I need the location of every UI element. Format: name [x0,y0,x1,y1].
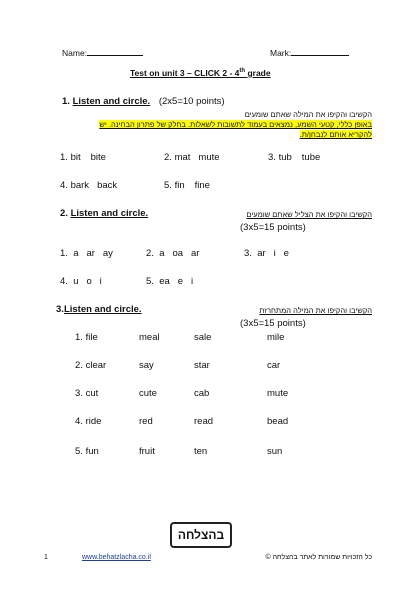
section3-title: Listen and circle. [63,304,142,315]
table-row: 1. file meal sale mile [75,332,285,343]
page-number: 1 [44,554,48,561]
mark-field [270,46,349,58]
section1-heading: 1. Listen and circle. (2x5=10 points) [62,96,225,107]
name-blank [87,46,143,56]
list-item: 4. u o i [60,276,102,287]
list-item: 5. fin fine [164,180,210,191]
page-title: Test on unit 3 – CLICK 2 - 4th grade [130,68,271,78]
list-item: 2. mat mute [164,152,220,163]
section3-heading: 3.Listen and circle. [56,304,142,315]
list-item: 3. ar i e [244,248,289,259]
section1-note-line1: באופן כללי, קטעי השמע, נמצאים בעמוד לתשובות לשאלות. בחלק של פתרון הבחינה. יש [99,120,372,129]
list-item: 5. ea e i [146,276,194,287]
table-row: 2. clear say star car [75,360,281,371]
section1-hebrew-instruction: הקשיבו והקיפו את המילה שאתם שומעים [244,110,372,119]
list-item: 3. tub tube [268,152,321,163]
section1-points: (2x5=10 points) [158,96,225,107]
list-item: 1. a ar ay [60,248,113,259]
list-item: 4. bark back [60,180,118,191]
section2-title: Listen and circle. [70,208,149,219]
section2-points: (3x5=15 points) [240,222,306,233]
list-item: 1. bit bite [60,152,106,163]
copyright-text: כל הזכויות שמורות לאתר בהצלחה © [265,554,372,561]
section2-heading: 2. Listen and circle. [60,208,149,219]
name-field [62,46,143,58]
mark-label: Mark: [270,48,292,58]
mark-blank [291,46,349,56]
section1-title: Listen and circle. [72,96,151,107]
table-row: 5. fun fruit ten sun [75,446,283,457]
table-row: 3. cut cute cab mute [75,388,289,399]
logo: בהצלחה [170,522,232,548]
section3-points: (3x5=15 points) [240,318,306,329]
table-row: 4. ride red read bead [75,416,289,427]
name-label: Name: [62,48,88,58]
section2-hebrew-instruction: הקשיבו והקיפו את הצליל שאתם שומעים [246,210,372,219]
section1-note-line2: להקריא אותם לנבחן/ת. [299,130,372,139]
footer-link[interactable]: www.behatzlacha.co.il [82,554,151,561]
section3-hebrew-instruction: הקשיבו והקיפו את המילה המתחרזת [259,306,372,315]
list-item: 2. a oa ar [146,248,200,259]
